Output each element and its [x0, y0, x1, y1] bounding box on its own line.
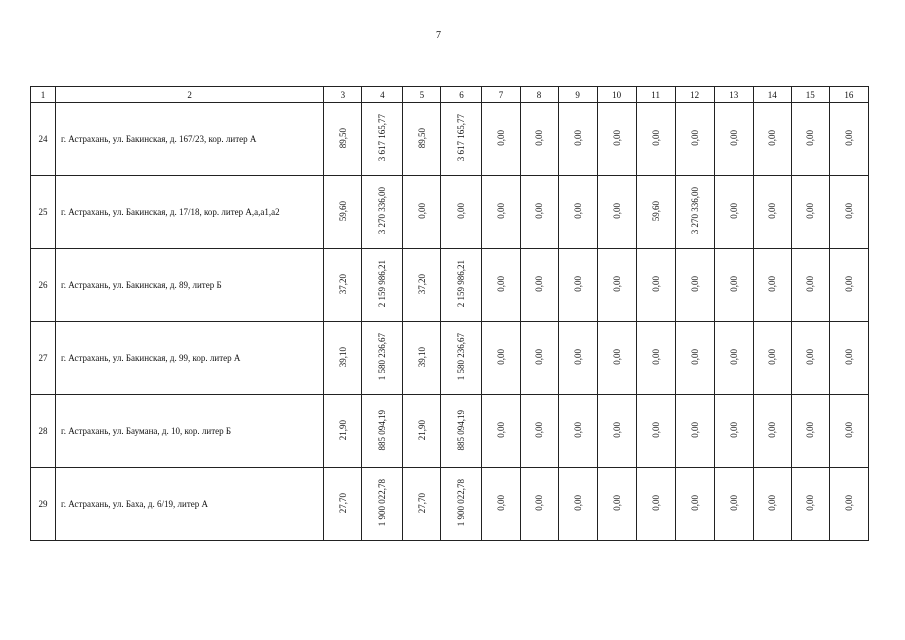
value-cell: [675, 249, 714, 322]
value-text: 0,00: [767, 422, 778, 438]
value-cell: [791, 249, 829, 322]
value-text: 0,00: [611, 422, 622, 438]
value-text: 1 580 236,67: [456, 333, 467, 381]
column-header: 5: [403, 87, 441, 103]
row-number: 26: [31, 249, 56, 322]
value-text: 0,00: [805, 349, 816, 365]
value-text: 3 270 336,00: [377, 187, 388, 235]
value-text: 0,00: [534, 130, 545, 146]
value-cell: [753, 395, 791, 468]
value-text: 59,60: [650, 200, 661, 222]
column-number-row: [31, 87, 869, 103]
value-cell: [520, 468, 558, 541]
value-text: 0,00: [728, 495, 739, 511]
row-number: 27: [31, 322, 56, 395]
value-cell: [441, 395, 482, 468]
address-cell: г. Астрахань, ул. Бакинская, д. 167/23, кор. литер А: [56, 103, 324, 176]
value-cell: [324, 395, 362, 468]
value-text: 0,00: [728, 422, 739, 438]
row-number: 28: [31, 395, 56, 468]
value-cell: [714, 103, 753, 176]
value-text: 0,00: [805, 422, 816, 438]
value-text: 0,00: [611, 203, 622, 219]
value-text: 0,00: [805, 276, 816, 292]
column-header: 6: [441, 87, 482, 103]
value-cell: [829, 395, 868, 468]
value-cell: [714, 322, 753, 395]
value-cell: [597, 176, 636, 249]
value-cell: [753, 103, 791, 176]
value-cell: [597, 322, 636, 395]
column-header: 9: [558, 87, 597, 103]
value-cell: [636, 468, 675, 541]
value-cell: [520, 249, 558, 322]
value-cell: [753, 249, 791, 322]
value-text: 0,00: [496, 422, 506, 438]
value-text: 885 094,19: [377, 409, 388, 451]
value-text: 27,70: [337, 492, 348, 514]
value-text: 0,00: [843, 276, 854, 292]
value-text: 0,00: [611, 130, 622, 146]
value-cell: [675, 395, 714, 468]
page-number: 7: [436, 30, 441, 41]
table-row: [31, 395, 869, 468]
value-cell: [714, 468, 753, 541]
value-text: 37,20: [337, 273, 348, 295]
value-cell: [520, 103, 558, 176]
value-text: 0,00: [650, 495, 661, 511]
column-header: 7: [482, 87, 520, 103]
value-text: 0,00: [496, 130, 506, 146]
value-cell: [362, 395, 403, 468]
column-header: 14: [753, 87, 791, 103]
value-text: 3 617 165,77: [456, 114, 467, 162]
value-cell: [558, 176, 597, 249]
column-header: 12: [675, 87, 714, 103]
value-text: 0,00: [728, 349, 739, 365]
value-cell: [829, 468, 868, 541]
value-cell: [791, 322, 829, 395]
table-row: [31, 249, 869, 322]
value-text: 39,10: [416, 346, 427, 368]
value-text: 2 159 986,21: [377, 260, 388, 308]
value-cell: [482, 249, 520, 322]
value-text: 0,00: [534, 495, 545, 511]
value-cell: [675, 103, 714, 176]
value-cell: [675, 322, 714, 395]
value-text: 0,00: [843, 349, 854, 365]
value-text: 0,00: [650, 349, 661, 365]
row-number: 24: [31, 103, 56, 176]
value-cell: [675, 176, 714, 249]
value-text: 0,00: [611, 349, 622, 365]
value-text: 3 270 336,00: [689, 187, 700, 235]
column-header: 10: [597, 87, 636, 103]
value-cell: [441, 249, 482, 322]
value-cell: [403, 468, 441, 541]
value-text: 37,20: [416, 273, 427, 295]
value-cell: [520, 395, 558, 468]
value-cell: [829, 322, 868, 395]
value-cell: [403, 395, 441, 468]
value-cell: [403, 103, 441, 176]
value-cell: [482, 322, 520, 395]
column-header: 8: [520, 87, 558, 103]
value-cell: [403, 176, 441, 249]
value-text: 0,00: [689, 276, 700, 292]
value-cell: [482, 176, 520, 249]
value-text: 0,00: [767, 203, 778, 219]
value-cell: [441, 176, 482, 249]
value-cell: [753, 468, 791, 541]
value-cell: [753, 322, 791, 395]
value-text: 0,00: [572, 495, 583, 511]
value-text: 21,90: [416, 419, 427, 441]
value-text: 21,90: [337, 419, 348, 441]
address-cell: г. Астрахань, ул. Бакинская, д. 99, кор. литер А: [56, 322, 324, 395]
value-cell: [324, 468, 362, 541]
value-text: 27,70: [416, 492, 427, 514]
value-text: 0,00: [805, 130, 816, 146]
column-header: 3: [324, 87, 362, 103]
value-text: 0,00: [843, 422, 854, 438]
value-cell: [362, 249, 403, 322]
value-cell: [791, 176, 829, 249]
value-text: 0,00: [534, 349, 545, 365]
value-text: 0,00: [728, 276, 739, 292]
value-cell: [441, 103, 482, 176]
address-cell: г. Астрахань, ул. Баха, д. 6/19, литер А: [56, 468, 324, 541]
value-text: 0,00: [843, 130, 854, 146]
value-cell: [324, 249, 362, 322]
table-row: [31, 103, 869, 176]
value-text: 0,00: [767, 130, 778, 146]
value-cell: [558, 322, 597, 395]
column-header: 4: [362, 87, 403, 103]
value-cell: [324, 322, 362, 395]
value-text: 0,00: [496, 349, 506, 365]
value-cell: [362, 468, 403, 541]
value-text: 0,00: [496, 276, 506, 292]
value-cell: [324, 176, 362, 249]
value-text: 89,50: [337, 127, 348, 149]
value-cell: [597, 395, 636, 468]
value-cell: [636, 322, 675, 395]
value-cell: [324, 103, 362, 176]
value-cell: [558, 103, 597, 176]
value-text: 0,00: [843, 203, 854, 219]
value-cell: [636, 395, 675, 468]
value-cell: [714, 176, 753, 249]
value-text: 0,00: [496, 495, 506, 511]
value-text: 0,00: [416, 203, 427, 219]
value-cell: [714, 249, 753, 322]
value-cell: [714, 395, 753, 468]
value-text: 0,00: [767, 495, 778, 511]
column-header: 11: [636, 87, 675, 103]
value-cell: [636, 103, 675, 176]
column-header: 2: [56, 87, 324, 103]
value-text: 0,00: [534, 203, 545, 219]
row-number: 29: [31, 468, 56, 541]
value-text: 0,00: [572, 349, 583, 365]
value-cell: [520, 322, 558, 395]
value-text: 1 900 022,78: [456, 479, 467, 527]
value-cell: [558, 395, 597, 468]
value-cell: [597, 103, 636, 176]
value-cell: [597, 249, 636, 322]
value-cell: [753, 176, 791, 249]
value-text: 0,00: [689, 495, 700, 511]
value-cell: [636, 176, 675, 249]
value-text: 0,00: [767, 276, 778, 292]
value-cell: [403, 322, 441, 395]
value-text: 885 094,19: [456, 409, 467, 451]
value-text: 0,00: [611, 495, 622, 511]
value-text: 0,00: [572, 422, 583, 438]
value-text: 0,00: [728, 203, 739, 219]
value-text: 0,00: [689, 422, 700, 438]
table-row: [31, 322, 869, 395]
value-cell: [558, 468, 597, 541]
value-cell: [597, 468, 636, 541]
value-text: 0,00: [572, 276, 583, 292]
address-cell: г. Астрахань, ул. Баумана, д. 10, кор. литер Б: [56, 395, 324, 468]
value-cell: [675, 468, 714, 541]
value-cell: [791, 468, 829, 541]
value-cell: [636, 249, 675, 322]
value-text: 0,00: [805, 495, 816, 511]
value-cell: [441, 468, 482, 541]
value-cell: [362, 176, 403, 249]
value-cell: [482, 395, 520, 468]
value-cell: [520, 176, 558, 249]
table-row: [31, 468, 869, 541]
value-cell: [441, 322, 482, 395]
address-cell: г. Астрахань, ул. Бакинская, д. 17/18, кор. литер А,а,а1,а2: [56, 176, 324, 249]
value-text: 0,00: [805, 203, 816, 219]
row-number: 25: [31, 176, 56, 249]
value-text: 0,00: [728, 130, 739, 146]
value-text: 0,00: [689, 349, 700, 365]
column-header: 1: [31, 87, 56, 103]
value-text: 2 159 986,21: [456, 260, 467, 308]
value-text: 1 900 022,78: [377, 479, 388, 527]
value-cell: [791, 103, 829, 176]
column-header: 13: [714, 87, 753, 103]
value-text: 0,00: [456, 203, 467, 219]
value-text: 0,00: [496, 203, 506, 219]
value-text: 59,60: [337, 200, 348, 222]
value-text: 39,10: [337, 346, 348, 368]
value-text: 0,00: [572, 203, 583, 219]
value-text: 0,00: [843, 495, 854, 511]
value-text: 89,50: [416, 127, 427, 149]
address-cell: г. Астрахань, ул. Бакинская, д. 89, литер Б: [56, 249, 324, 322]
value-text: 0,00: [689, 130, 700, 146]
value-text: 0,00: [572, 130, 583, 146]
value-cell: [829, 176, 868, 249]
value-text: 0,00: [767, 349, 778, 365]
value-cell: [558, 249, 597, 322]
value-cell: [362, 322, 403, 395]
value-text: 3 617 165,77: [377, 114, 388, 162]
value-cell: [482, 103, 520, 176]
value-text: 0,00: [611, 276, 622, 292]
column-header: 15: [791, 87, 829, 103]
value-cell: [791, 395, 829, 468]
value-cell: [362, 103, 403, 176]
value-text: 0,00: [650, 422, 661, 438]
column-header: 16: [829, 87, 868, 103]
value-cell: [403, 249, 441, 322]
table-body: [31, 103, 869, 541]
value-cell: [482, 468, 520, 541]
value-text: 1 580 236,67: [377, 333, 388, 381]
value-text: 0,00: [650, 130, 661, 146]
table-row: [31, 176, 869, 249]
value-text: 0,00: [650, 276, 661, 292]
register-table: [30, 86, 869, 541]
value-cell: [829, 249, 868, 322]
value-text: 0,00: [534, 422, 545, 438]
value-cell: [829, 103, 868, 176]
value-text: 0,00: [534, 276, 545, 292]
